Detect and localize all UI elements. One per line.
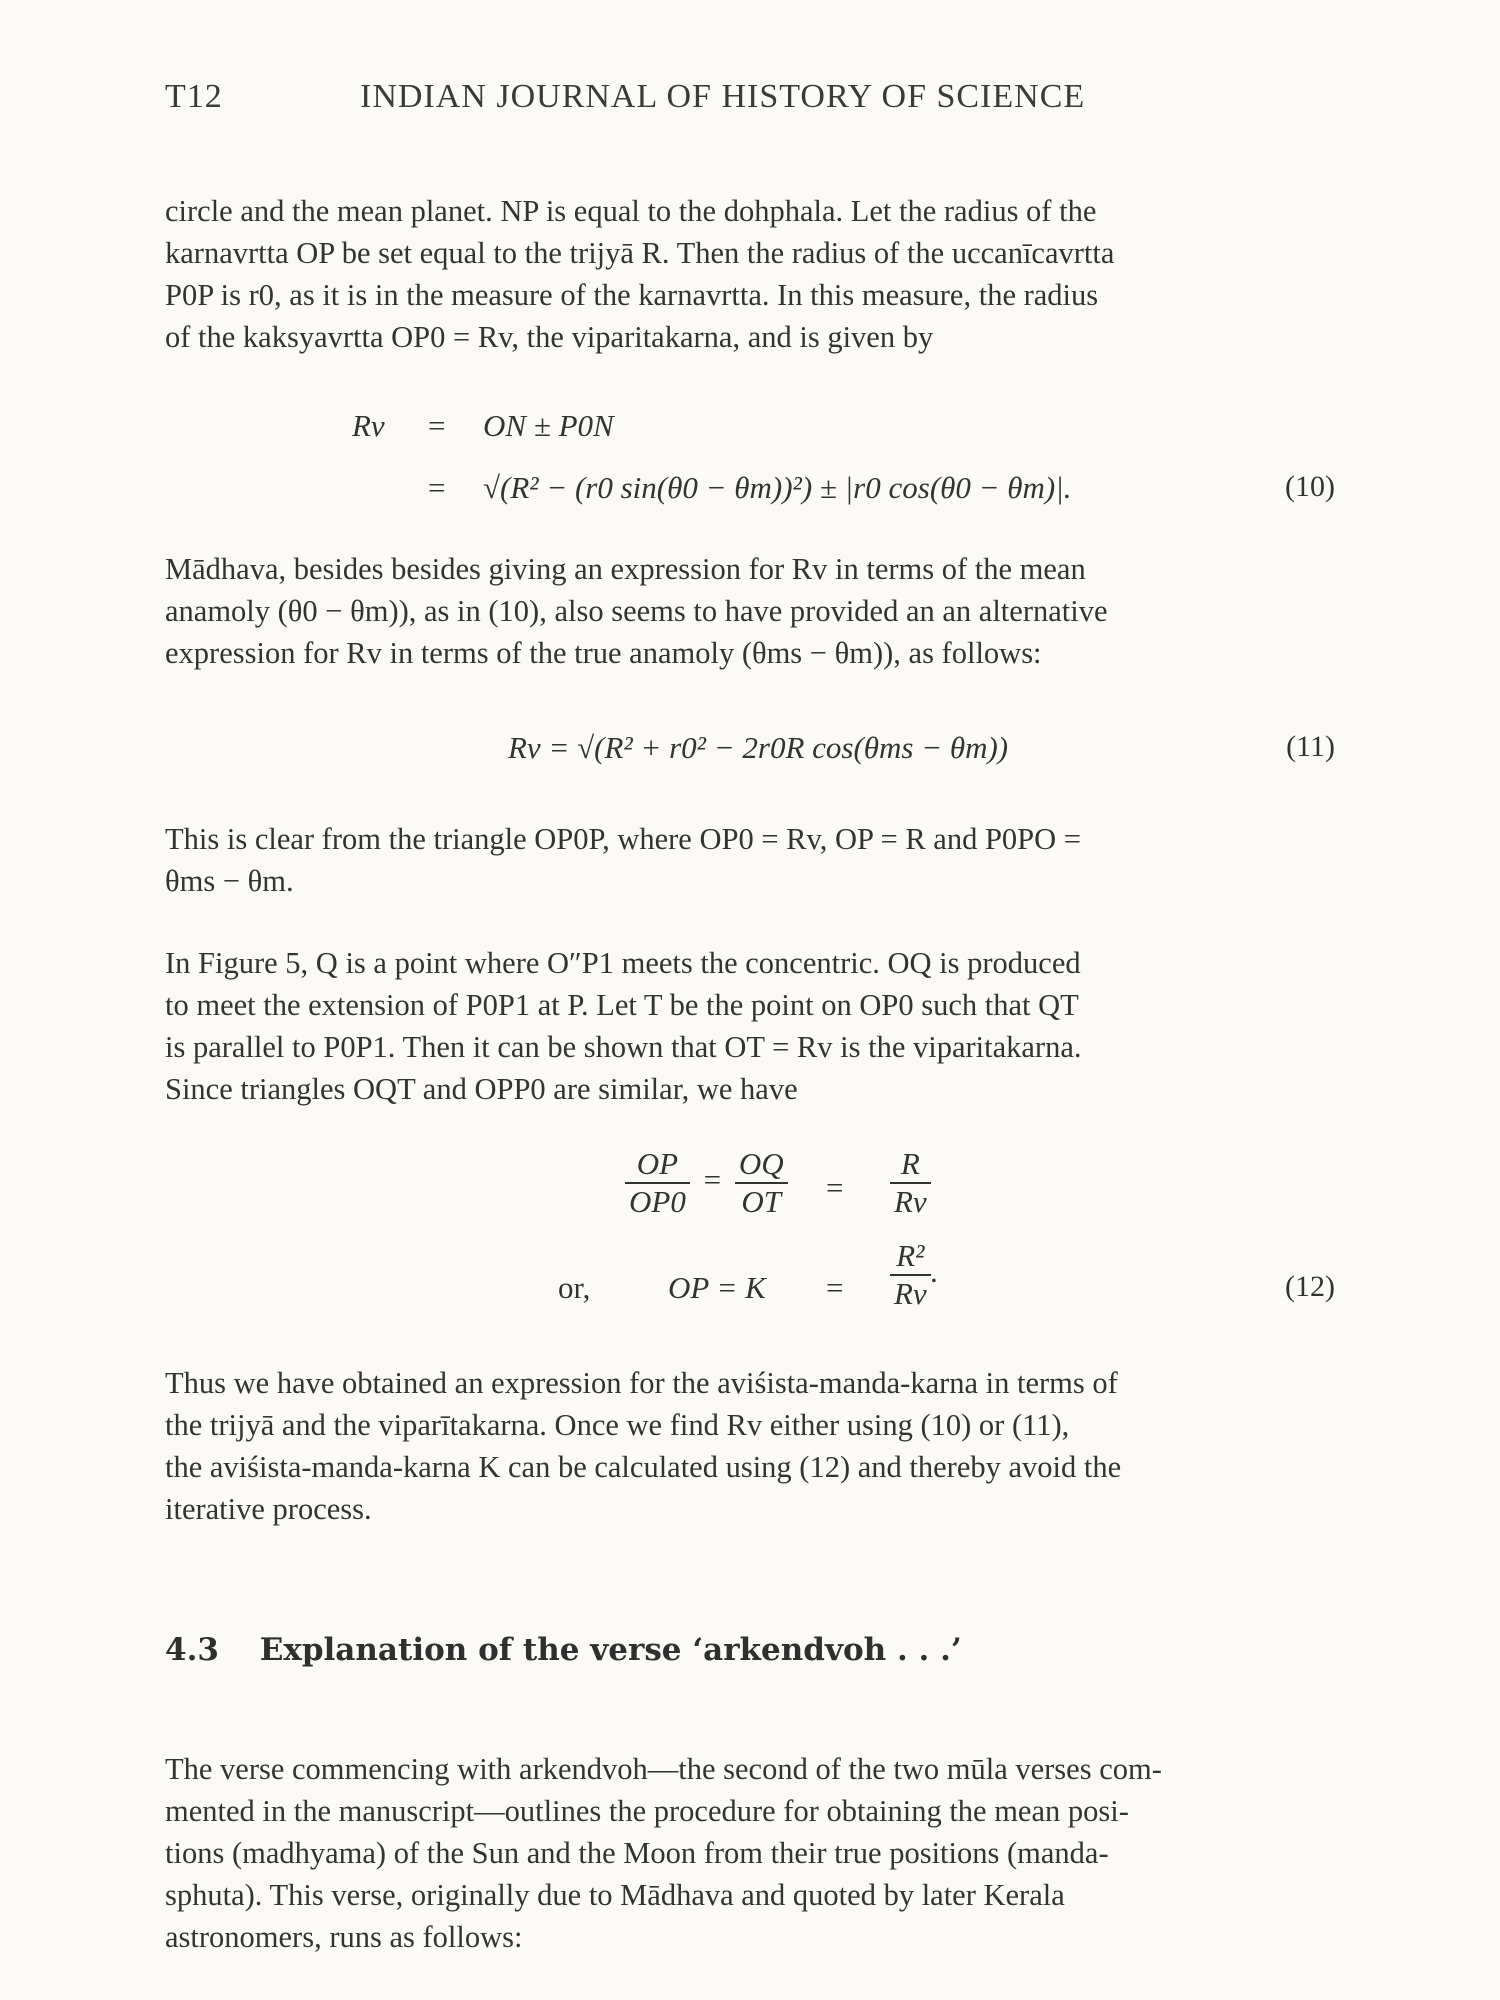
eq12-equals-1: = <box>826 1170 844 1205</box>
text-line: iterative process. <box>165 1492 372 1526</box>
eq12-line1-fracs: $\frac{OP}{OP0}$ = $\frac{OQ}{OT}$ <box>625 1146 788 1220</box>
page-number: T12 <box>165 78 223 115</box>
eq11-text: Rv = √(R² + r0² − 2r0R cos(θms − θm)) <box>508 730 1009 765</box>
eq10-line1: ON ± P0N <box>483 408 614 443</box>
eq12-line2-lhs: OP = K <box>668 1270 766 1305</box>
text-line: Thus we have obtained an expression for the aviśista-manda-karna in terms of <box>165 1366 1118 1400</box>
section-number: 4.3 <box>165 1632 219 1668</box>
text-line: Since triangles OQT and OPP0 are similar, we have <box>165 1072 798 1106</box>
eq12-number: (12) <box>1285 1270 1335 1303</box>
text-line: to meet the extension of P0P1 at P. Let T be the point on OP0 such that QT <box>165 988 1079 1022</box>
text-line: karnavrtta OP be set equal to the trijyā R. Then the radius of the uccanīcavrtta <box>165 236 1115 270</box>
text-line: In Figure 5, Q is a point where O″P1 meets the concentric. OQ is produced <box>165 946 1081 980</box>
journal-title: INDIAN JOURNAL OF HISTORY OF SCIENCE <box>360 78 1086 115</box>
text-line: P0P is r0, as it is in the measure of the karnavrtta. In this measure, the radius <box>165 278 1099 312</box>
paragraph-figure5 <box>165 942 1335 1110</box>
text-line: The verse commencing with arkendvoh—the second of the two mūla verses com- <box>165 1752 1162 1786</box>
section-title: Explanation of the verse ‘arkendvoh . . .’ <box>259 1632 962 1668</box>
eq10-line2: √(R² − (r0 sin(θ0 − θm))²) ± |r0 cos(θ0 − θm)|. <box>483 470 1072 505</box>
text-line: the trijyā and the viparītakarna. Once we find Rv either using (10) or (11), <box>165 1408 1070 1442</box>
text-line: This is clear from the triangle OP0P, where OP0 = Rv, OP = R and P0PO = <box>165 822 1081 856</box>
frac-r-rv: $\frac{R}{Rv}$ <box>890 1146 931 1220</box>
eq12-or-label: or, <box>558 1270 591 1305</box>
eq11-number: (11) <box>1286 730 1335 763</box>
text-line: is parallel to P0P1. Then it can be shown that OT = Rv is the viparitakarna. <box>165 1030 1082 1064</box>
text-line: mented in the manuscript—outlines the procedure for obtaining the mean posi- <box>165 1794 1129 1828</box>
section-heading <box>165 1632 962 1668</box>
text-line: expression for Rv in terms of the true anamoly (θms − θm)), as follows: <box>165 636 1042 670</box>
paragraph-verse <box>165 1748 1335 1958</box>
frac-r2-rv: $\frac{\text{R²}}{Rv}$ . <box>890 1238 938 1312</box>
text-line: tions (madhyama) of the Sun and the Moon from their true positions (manda- <box>165 1836 1109 1870</box>
frac-op-op0: $\frac{OP}{OP0}$ <box>625 1146 690 1220</box>
text-line: circle and the mean planet. NP is equal to the dohphala. Let the radius of the <box>165 194 1097 228</box>
text-line: sphuta). This verse, originally due to Mādhava and quoted by later Kerala <box>165 1878 1065 1912</box>
eq10-equals-1: = <box>428 408 446 443</box>
text-line: Mādhava, besides besides giving an expression for Rv in terms of the mean <box>165 552 1086 586</box>
text-line: anamoly (θ0 − θm)), as in (10), also seems to have provided an an alternative <box>165 594 1108 628</box>
paragraph-triangle <box>165 818 1335 902</box>
paragraph-conclusion <box>165 1362 1335 1530</box>
text-line: θms − θm. <box>165 864 294 898</box>
paragraph-intro <box>165 190 1335 358</box>
eq12-equals-2: = <box>826 1270 844 1305</box>
text-line: astronomers, runs as follows: <box>165 1920 523 1954</box>
eq10-equals-2: = <box>428 470 446 505</box>
text-line: the aviśista-manda-karna K can be calculated using (12) and thereby avoid the <box>165 1450 1122 1484</box>
paragraph-madhava <box>165 548 1335 674</box>
text-line: of the kaksyavrtta OP0 = Rv, the viparitakarna, and is given by <box>165 320 934 354</box>
eq10-lhs: Rv <box>352 408 385 443</box>
eq10-number: (10) <box>1285 470 1335 503</box>
frac-oq-ot: $\frac{OQ}{OT}$ <box>735 1146 788 1220</box>
